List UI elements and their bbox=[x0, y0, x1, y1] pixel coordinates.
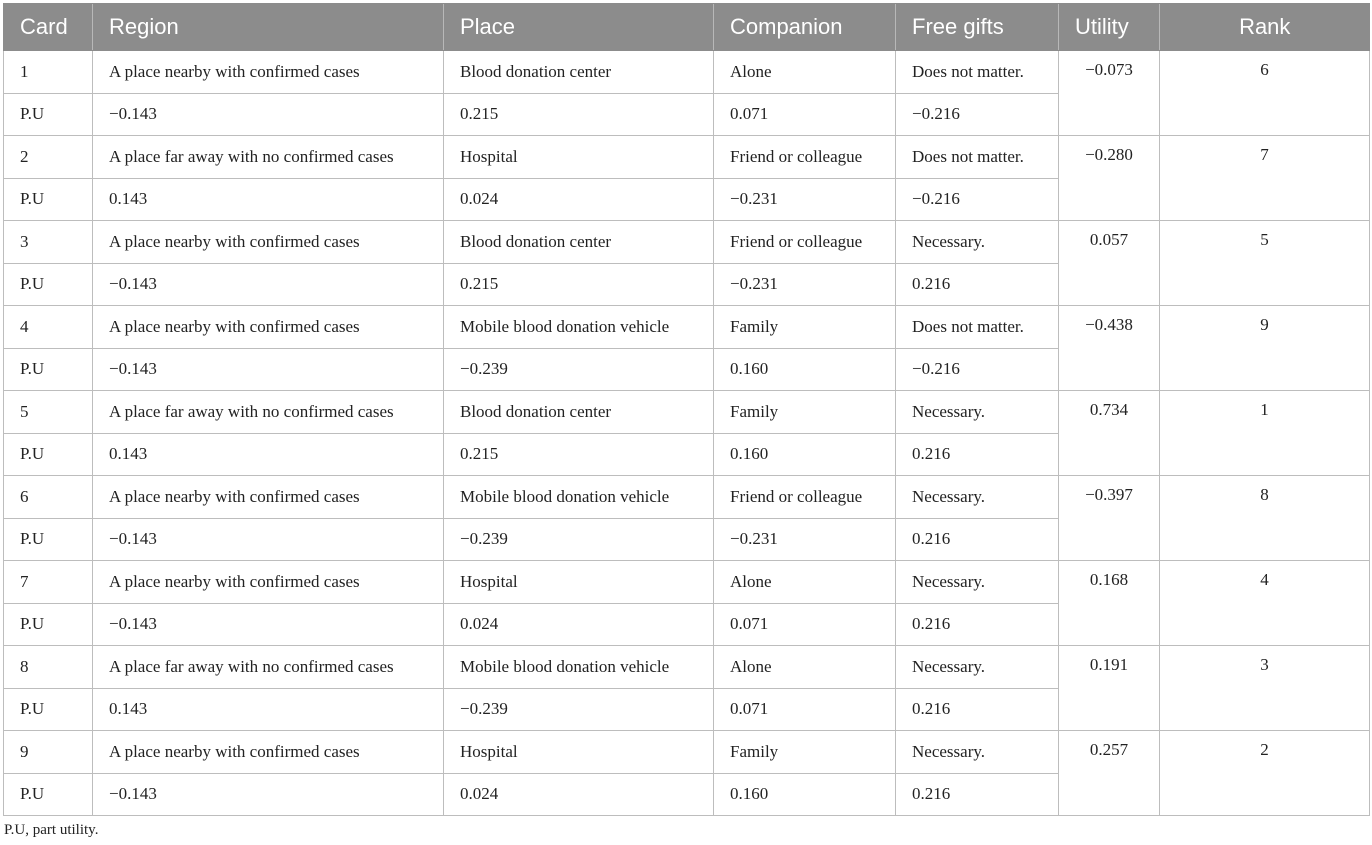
region-pu-cell: 0.143 bbox=[93, 688, 444, 731]
part-utility-label: P.U bbox=[4, 263, 93, 306]
free-gifts-pu-cell: 0.216 bbox=[896, 433, 1059, 476]
companion-cell: Friend or colleague bbox=[714, 221, 896, 264]
header-companion: Companion bbox=[714, 4, 896, 51]
rank-cell: 1 bbox=[1160, 391, 1370, 476]
part-utility-label: P.U bbox=[4, 603, 93, 646]
utility-cell: −0.397 bbox=[1059, 476, 1160, 561]
conjoint-utility-table bbox=[3, 3, 1370, 816]
place-pu-cell: −0.239 bbox=[444, 688, 714, 731]
companion-pu-cell: 0.160 bbox=[714, 433, 896, 476]
companion-cell: Alone bbox=[714, 51, 896, 94]
place-pu-cell: −0.239 bbox=[444, 518, 714, 561]
table-footnote: P.U, part utility. bbox=[4, 822, 99, 838]
utility-cell: 0.057 bbox=[1059, 221, 1160, 306]
card-number: 6 bbox=[4, 476, 93, 519]
companion-pu-cell: 0.071 bbox=[714, 603, 896, 646]
table-row-card bbox=[4, 476, 1370, 519]
part-utility-label: P.U bbox=[4, 178, 93, 221]
part-utility-label: P.U bbox=[4, 348, 93, 391]
rank-cell: 7 bbox=[1160, 136, 1370, 221]
free-gifts-cell: Does not matter. bbox=[896, 51, 1059, 94]
table-body bbox=[4, 51, 1370, 816]
rank-cell: 2 bbox=[1160, 731, 1370, 816]
rank-cell: 9 bbox=[1160, 306, 1370, 391]
free-gifts-cell: Necessary. bbox=[896, 221, 1059, 264]
free-gifts-cell: Necessary. bbox=[896, 731, 1059, 774]
card-number: 1 bbox=[4, 51, 93, 94]
free-gifts-pu-cell: 0.216 bbox=[896, 263, 1059, 306]
card-number: 4 bbox=[4, 306, 93, 349]
region-pu-cell: 0.143 bbox=[93, 433, 444, 476]
free-gifts-pu-cell: 0.216 bbox=[896, 518, 1059, 561]
table-row-card bbox=[4, 646, 1370, 689]
rank-cell: 5 bbox=[1160, 221, 1370, 306]
utility-cell: −0.280 bbox=[1059, 136, 1160, 221]
companion-cell: Friend or colleague bbox=[714, 476, 896, 519]
free-gifts-cell: Necessary. bbox=[896, 561, 1059, 604]
table-row-card bbox=[4, 51, 1370, 94]
card-number: 8 bbox=[4, 646, 93, 689]
place-cell: Blood donation center bbox=[444, 221, 714, 264]
part-utility-label: P.U bbox=[4, 518, 93, 561]
place-cell: Hospital bbox=[444, 561, 714, 604]
free-gifts-pu-cell: 0.216 bbox=[896, 688, 1059, 731]
place-pu-cell: 0.024 bbox=[444, 603, 714, 646]
free-gifts-cell: Does not matter. bbox=[896, 136, 1059, 179]
card-number: 5 bbox=[4, 391, 93, 434]
region-cell: A place nearby with confirmed cases bbox=[93, 561, 444, 604]
card-number: 7 bbox=[4, 561, 93, 604]
free-gifts-cell: Does not matter. bbox=[896, 306, 1059, 349]
utility-cell: 0.257 bbox=[1059, 731, 1160, 816]
region-pu-cell: −0.143 bbox=[93, 603, 444, 646]
companion-pu-cell: −0.231 bbox=[714, 518, 896, 561]
part-utility-label: P.U bbox=[4, 93, 93, 136]
place-pu-cell: 0.024 bbox=[444, 773, 714, 816]
region-cell: A place far away with no confirmed cases bbox=[93, 136, 444, 179]
region-pu-cell: −0.143 bbox=[93, 263, 444, 306]
place-pu-cell: 0.215 bbox=[444, 433, 714, 476]
rank-cell: 8 bbox=[1160, 476, 1370, 561]
region-pu-cell: 0.143 bbox=[93, 178, 444, 221]
header-region: Region bbox=[93, 4, 444, 51]
companion-cell: Family bbox=[714, 391, 896, 434]
region-cell: A place nearby with confirmed cases bbox=[93, 306, 444, 349]
rank-cell: 3 bbox=[1160, 646, 1370, 731]
companion-pu-cell: 0.071 bbox=[714, 93, 896, 136]
place-cell: Blood donation center bbox=[444, 391, 714, 434]
table-row-card bbox=[4, 306, 1370, 349]
rank-cell: 6 bbox=[1160, 51, 1370, 136]
part-utility-label: P.U bbox=[4, 433, 93, 476]
free-gifts-pu-cell: −0.216 bbox=[896, 178, 1059, 221]
companion-cell: Friend or colleague bbox=[714, 136, 896, 179]
utility-cell: −0.438 bbox=[1059, 306, 1160, 391]
region-cell: A place nearby with confirmed cases bbox=[93, 221, 444, 264]
region-cell: A place nearby with confirmed cases bbox=[93, 731, 444, 774]
place-cell: Mobile blood donation vehicle bbox=[444, 476, 714, 519]
place-cell: Mobile blood donation vehicle bbox=[444, 306, 714, 349]
card-number: 3 bbox=[4, 221, 93, 264]
free-gifts-pu-cell: −0.216 bbox=[896, 348, 1059, 391]
table-row-card bbox=[4, 391, 1370, 434]
companion-cell: Family bbox=[714, 731, 896, 774]
table-row-card bbox=[4, 561, 1370, 604]
header-rank: Rank bbox=[1160, 4, 1370, 51]
region-cell: A place nearby with confirmed cases bbox=[93, 51, 444, 94]
region-cell: A place far away with no confirmed cases bbox=[93, 646, 444, 689]
utility-cell: −0.073 bbox=[1059, 51, 1160, 136]
place-cell: Hospital bbox=[444, 731, 714, 774]
header-card: Card bbox=[4, 4, 93, 51]
place-cell: Blood donation center bbox=[444, 51, 714, 94]
card-number: 2 bbox=[4, 136, 93, 179]
header-place: Place bbox=[444, 4, 714, 51]
companion-cell: Alone bbox=[714, 646, 896, 689]
place-cell: Mobile blood donation vehicle bbox=[444, 646, 714, 689]
part-utility-label: P.U bbox=[4, 688, 93, 731]
header-row bbox=[4, 4, 1370, 51]
place-pu-cell: 0.024 bbox=[444, 178, 714, 221]
companion-pu-cell: −0.231 bbox=[714, 263, 896, 306]
free-gifts-pu-cell: 0.216 bbox=[896, 603, 1059, 646]
utility-cell: 0.191 bbox=[1059, 646, 1160, 731]
free-gifts-cell: Necessary. bbox=[896, 476, 1059, 519]
table-row-card bbox=[4, 136, 1370, 179]
companion-pu-cell: −0.231 bbox=[714, 178, 896, 221]
companion-pu-cell: 0.160 bbox=[714, 348, 896, 391]
card-number: 9 bbox=[4, 731, 93, 774]
region-pu-cell: −0.143 bbox=[93, 93, 444, 136]
companion-pu-cell: 0.160 bbox=[714, 773, 896, 816]
place-cell: Hospital bbox=[444, 136, 714, 179]
free-gifts-cell: Necessary. bbox=[896, 646, 1059, 689]
place-pu-cell: −0.239 bbox=[444, 348, 714, 391]
table-row-card bbox=[4, 221, 1370, 264]
free-gifts-pu-cell: −0.216 bbox=[896, 93, 1059, 136]
region-pu-cell: −0.143 bbox=[93, 773, 444, 816]
free-gifts-cell: Necessary. bbox=[896, 391, 1059, 434]
part-utility-label: P.U bbox=[4, 773, 93, 816]
companion-pu-cell: 0.071 bbox=[714, 688, 896, 731]
region-cell: A place far away with no confirmed cases bbox=[93, 391, 444, 434]
place-pu-cell: 0.215 bbox=[444, 93, 714, 136]
table-container bbox=[3, 3, 1369, 816]
header-utility: Utility bbox=[1059, 4, 1160, 51]
utility-cell: 0.734 bbox=[1059, 391, 1160, 476]
companion-cell: Alone bbox=[714, 561, 896, 604]
companion-cell: Family bbox=[714, 306, 896, 349]
region-pu-cell: −0.143 bbox=[93, 348, 444, 391]
place-pu-cell: 0.215 bbox=[444, 263, 714, 306]
region-pu-cell: −0.143 bbox=[93, 518, 444, 561]
utility-cell: 0.168 bbox=[1059, 561, 1160, 646]
region-cell: A place nearby with confirmed cases bbox=[93, 476, 444, 519]
header-free-gifts: Free gifts bbox=[896, 4, 1059, 51]
rank-cell: 4 bbox=[1160, 561, 1370, 646]
table-row-card bbox=[4, 731, 1370, 774]
free-gifts-pu-cell: 0.216 bbox=[896, 773, 1059, 816]
